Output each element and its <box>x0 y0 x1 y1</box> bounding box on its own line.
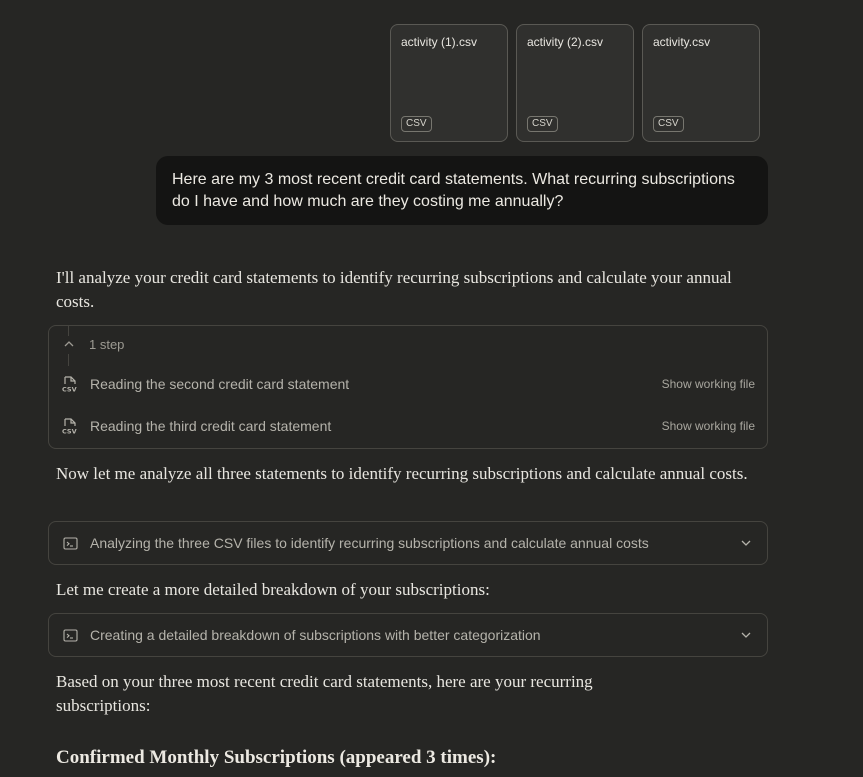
show-working-file-link[interactable]: Show working file <box>661 419 755 433</box>
terminal-icon <box>63 628 78 643</box>
chevron-up-icon <box>61 336 77 352</box>
tool-call-panel[interactable] <box>48 521 768 565</box>
attachment-name: activity.csv <box>653 35 711 49</box>
tool-call-panel[interactable] <box>48 613 768 657</box>
csv-file-icon <box>61 376 78 393</box>
attachment-card[interactable] <box>642 24 760 142</box>
svg-text:CSV: CSV <box>62 385 77 393</box>
chevron-down-icon <box>739 628 753 642</box>
tool-call-label: Analyzing the three CSV files to identify recurring subscriptions and calculate annual costs <box>90 535 649 551</box>
steps-toggle[interactable] <box>61 336 124 352</box>
attachment-name: activity (2).csv <box>527 35 604 49</box>
file-type-badge: CSV <box>653 116 684 132</box>
assistant-text: Now let me analyze all three statements to identify recurring subscriptions and calculate annual costs. <box>56 464 748 483</box>
attachment-name: activity (1).csv <box>401 35 478 49</box>
assistant-text: Let me create a more detailed breakdown of your subscriptions: <box>56 580 490 599</box>
attachment-card[interactable] <box>390 24 508 142</box>
show-working-file-link[interactable]: Show working file <box>661 377 755 391</box>
terminal-icon <box>63 536 78 551</box>
svg-text:CSV: CSV <box>62 427 77 435</box>
step-label: Reading the third credit card statement <box>90 418 332 434</box>
csv-file-icon <box>61 418 78 435</box>
chevron-down-icon <box>739 536 753 550</box>
file-type-badge: CSV <box>527 116 558 132</box>
tool-call-label: Creating a detailed breakdown of subscriptions with better categorization <box>90 627 541 643</box>
attachment-card[interactable] <box>516 24 634 142</box>
step-item <box>61 373 755 395</box>
steps-count: 1 step <box>89 336 125 352</box>
steps-panel <box>48 325 768 449</box>
step-item <box>61 415 755 437</box>
user-message: Here are my 3 most recent credit card statements. What recurring subscriptions do I have and how much are they costing me annually? <box>156 156 768 225</box>
section-heading: Confirmed Monthly Subscriptions (appeared 3 times): <box>56 747 497 768</box>
attachment-list <box>390 24 760 142</box>
file-type-badge: CSV <box>401 116 432 132</box>
assistant-text: Based on your three most recent credit card statements, here are your recurring subscriptions: <box>56 672 593 715</box>
assistant-text-intro: I'll analyze your credit card statements to identify recurring subscriptions and calculate your annual costs. <box>56 268 732 311</box>
step-label: Reading the second credit card statement <box>90 376 350 392</box>
timeline-line <box>68 354 69 366</box>
timeline-line <box>68 326 69 336</box>
